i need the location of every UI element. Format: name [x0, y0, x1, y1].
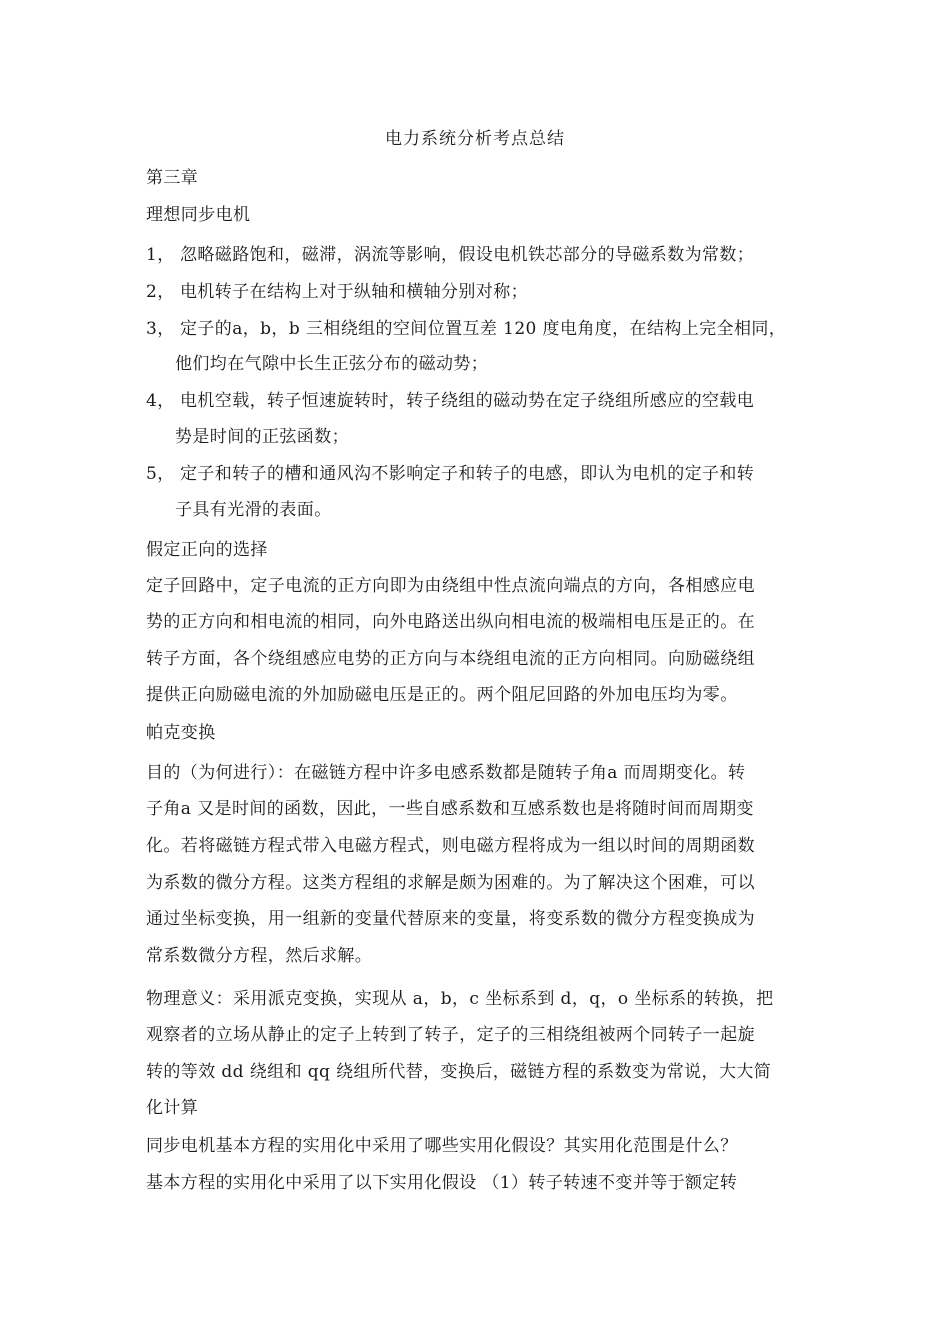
list-item — [146, 277, 528, 302]
section-heading-ideal-machine: 理想同步电机 — [146, 205, 251, 225]
paragraph-line: 转的等效 dd 绕组和 qq 绕组所代替，变换后，磁链方程的系数变为常说，大大简 — [146, 1062, 772, 1082]
paragraph-line: 势的正方向和相电流的相同，向外电路送出纵向相电流的极端相电压是正的。在 — [146, 612, 755, 632]
section-heading-park-transform: 帕克变换 — [146, 723, 216, 743]
list-item-continuation: 子具有光滑的表面。 — [175, 500, 332, 520]
paragraph-line: 目的（为何进行）：在磁链方程中许多电感系数都是随转子角a 而周期变化。转 — [146, 763, 746, 783]
list-item — [146, 240, 754, 265]
paragraph-line: 化。若将磁链方程式带入电磁方程式，则电磁方程将成为一组以时间的周期函数 — [146, 836, 755, 856]
paragraph-line: 子角a 又是时间的函数，因此，一些自感系数和互感系数也是将随时间而周期变 — [146, 799, 754, 819]
list-item-text: 定子的a，b，b 三相绕组的空间位置互差 120 度电角度，在结构上完全相同， — [180, 319, 787, 339]
paragraph-line: 为系数的微分方程。这类方程组的求解是颇为困难的。为了解决这个困难，可以 — [146, 873, 755, 893]
paragraph-line: 常系数微分方程，然后求解。 — [146, 946, 373, 966]
list-item-number: 1， — [146, 245, 175, 265]
page-title: 电力系统分析考点总结 — [385, 129, 565, 149]
list-item-continuation: 他们均在气隙中长生正弦分布的磁动势； — [175, 354, 489, 374]
chapter-heading: 第三章 — [146, 168, 199, 188]
question-line: 同步电机基本方程的实用化中采用了哪些实用化假设？其实用化范围是什么？ — [146, 1136, 738, 1156]
answer-line: 基本方程的实用化中采用了以下实用化假设 （1）转子转速不变并等于额定转 — [146, 1173, 738, 1193]
paragraph-line: 观察者的立场从静止的定子上转到了转子，定子的三相绕组被两个同转子一起旋 — [146, 1025, 755, 1045]
paragraph-line: 化计算 — [146, 1098, 199, 1118]
list-item-text: 电机空载，转子恒速旋转时，转子绕组的磁动势在定子绕组所感应的空载电 — [180, 391, 755, 411]
list-item-text: 忽略磁路饱和，磁滞，涡流等影响，假设电机铁芯部分的导磁系数为常数； — [180, 245, 755, 265]
list-item — [146, 386, 754, 411]
list-item-continuation: 势是时间的正弦函数； — [175, 427, 349, 447]
paragraph-line: 转子方面，各个绕组感应电势的正方向与本绕组电流的正方向相同。向励磁绕组 — [146, 649, 755, 669]
list-item-text: 电机转子在结构上对于纵轴和横轴分别对称； — [180, 282, 528, 302]
paragraph-line: 通过坐标变换，用一组新的变量代替原来的变量，将变系数的微分方程变换成为 — [146, 909, 755, 929]
list-item — [146, 314, 786, 339]
section-heading-positive-direction: 假定正向的选择 — [146, 540, 268, 560]
list-item-number: 4， — [146, 391, 175, 411]
list-item-number: 5， — [146, 464, 175, 484]
list-item-number: 2， — [146, 282, 175, 302]
list-item-number: 3， — [146, 319, 175, 339]
paragraph-line: 物理意义：采用派克变换，实现从 a，b，c 坐标系到 d，q，o 坐标系的转换，把 — [146, 989, 774, 1009]
list-item-text: 定子和转子的槽和通风沟不影响定子和转子的电感，即认为电机的定子和转 — [180, 464, 755, 484]
paragraph-line: 定子回路中，定子电流的正方向即为由绕组中性点流向端点的方向，各相感应电 — [146, 576, 755, 596]
paragraph-line: 提供正向励磁电流的外加励磁电压是正的。两个阻尼回路的外加电压均为零。 — [146, 685, 738, 705]
list-item — [146, 459, 754, 484]
